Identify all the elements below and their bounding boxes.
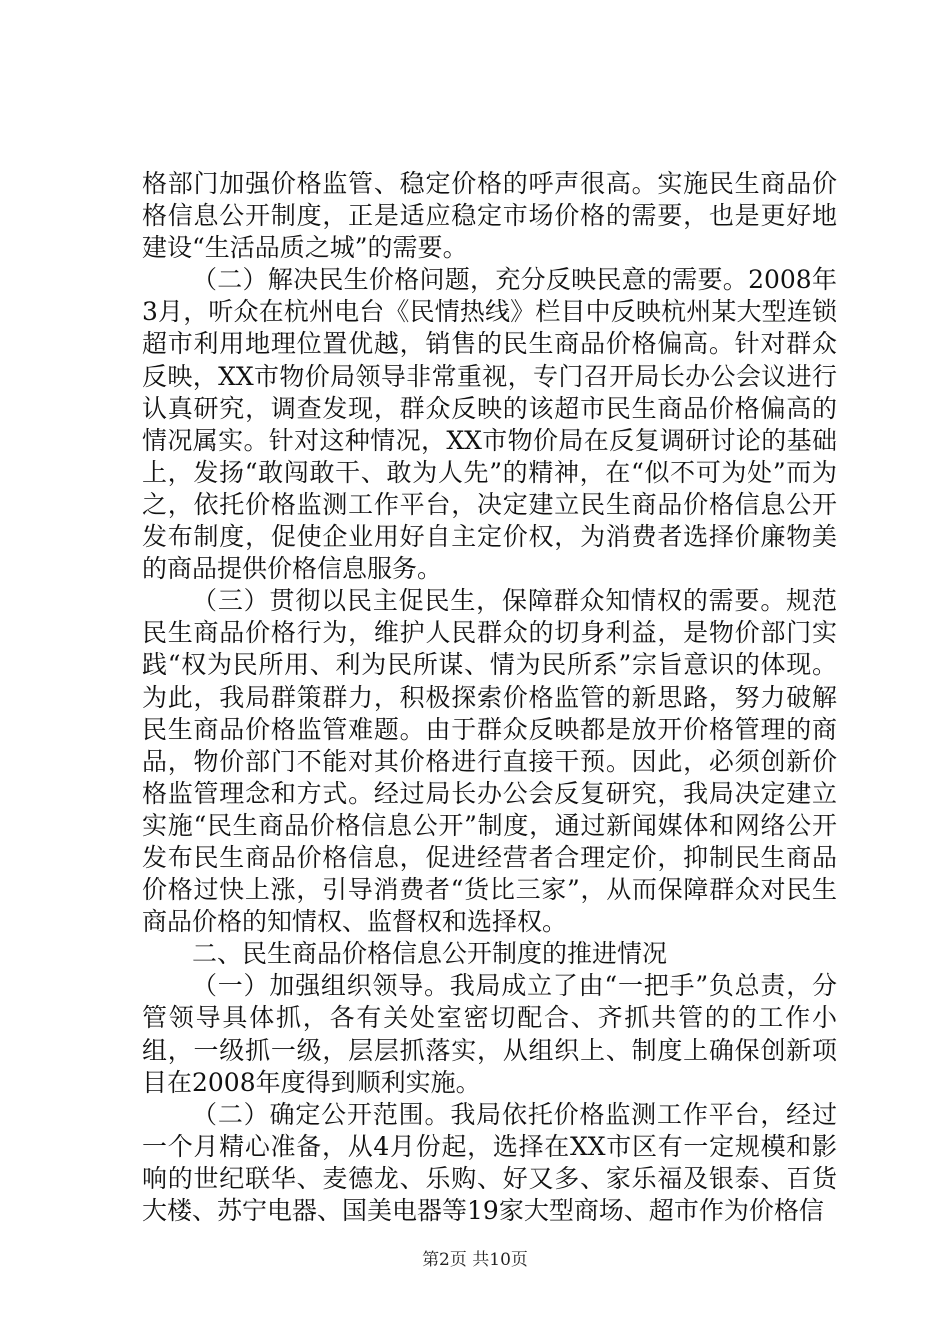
paragraph-continuation: 格部门加强价格监管、稳定价格的呼声很高。实施民生商品价格信息公开制度，正是适应稳定市场价格的需要，也是更好地建设“生活品质之城”的需要。: [142, 169, 837, 263]
section-heading: 二、民生商品价格信息公开制度的推进情况: [192, 939, 668, 969]
paragraph-subsection-2: （二）确定公开范围。我局依托价格监测工作平台，经过一个月精心准备，从4月份起，选择在XX市区有一定规模和影响的世纪联华、麦德龙、乐购、好又多、家乐福及银泰、百货大楼、苏宁电器、国美电器等19家大型商场、超市作为价格信: [142, 1099, 837, 1225]
page-number-footer: 第2页 共10页: [422, 1250, 528, 1270]
paragraph-section-2: （二）解决民生价格问题，充分反映民意的需要。2008年3月，听众在杭州电台《民情热线》栏目中反映杭州某大型连锁超市利用地理位置优越，销售的民生商品价格偏高。针对群众反映，XX市物价局领导非常重视，专门召开局长办公会议进行认真研究，调查发现，群众反映的该超市民生商品价格偏高的情况属实。针对这种情况，XX市物价局在反复调研讨论的基础上，发扬“敢闯敢干、敢为人先”的精神，在“似不可为处”而为之，依托价格监测工作平台，决定建立民生商品价格信息公开发布制度，促使企业用好自主定价权，为消费者选择价廉物美的商品提供价格信息服务。: [142, 265, 837, 584]
paragraph-subsection-1: （一）加强组织领导。我局成立了由“一把手”负总责，分管领导具体抓，各有关处室密切配合、齐抓共管的的工作小组，一级抓一级，层层抓落实，从组织上、制度上确保创新项目在2008年度得到顺利实施。: [142, 971, 837, 1097]
document-body: [142, 168, 837, 1227]
paragraph-section-3: （三）贯彻以民主促民生，保障群众知情权的需要。规范民生商品价格行为，维护人民群众的切身利益，是物价部门实践“权为民所用、利为民所谋、情为民所系”宗旨意识的体现。为此，我局群策群力，积极探索价格监管的新思路，努力破解民生商品价格监管难题。由于群众反映都是放开价格管理的商品，物价部门不能对其价格进行直接干预。因此，必须创新价格监管理念和方式。经过局长办公会反复研究，我局决定建立实施“民生商品价格信息公开”制度，通过新闻媒体和网络公开发布民生商品价格信息，促进经营者合理定价，抑制民生商品价格过快上涨，引导消费者“货比三家”，从而保障群众对民生商品价格的知情权、监督权和选择权。: [142, 586, 837, 937]
